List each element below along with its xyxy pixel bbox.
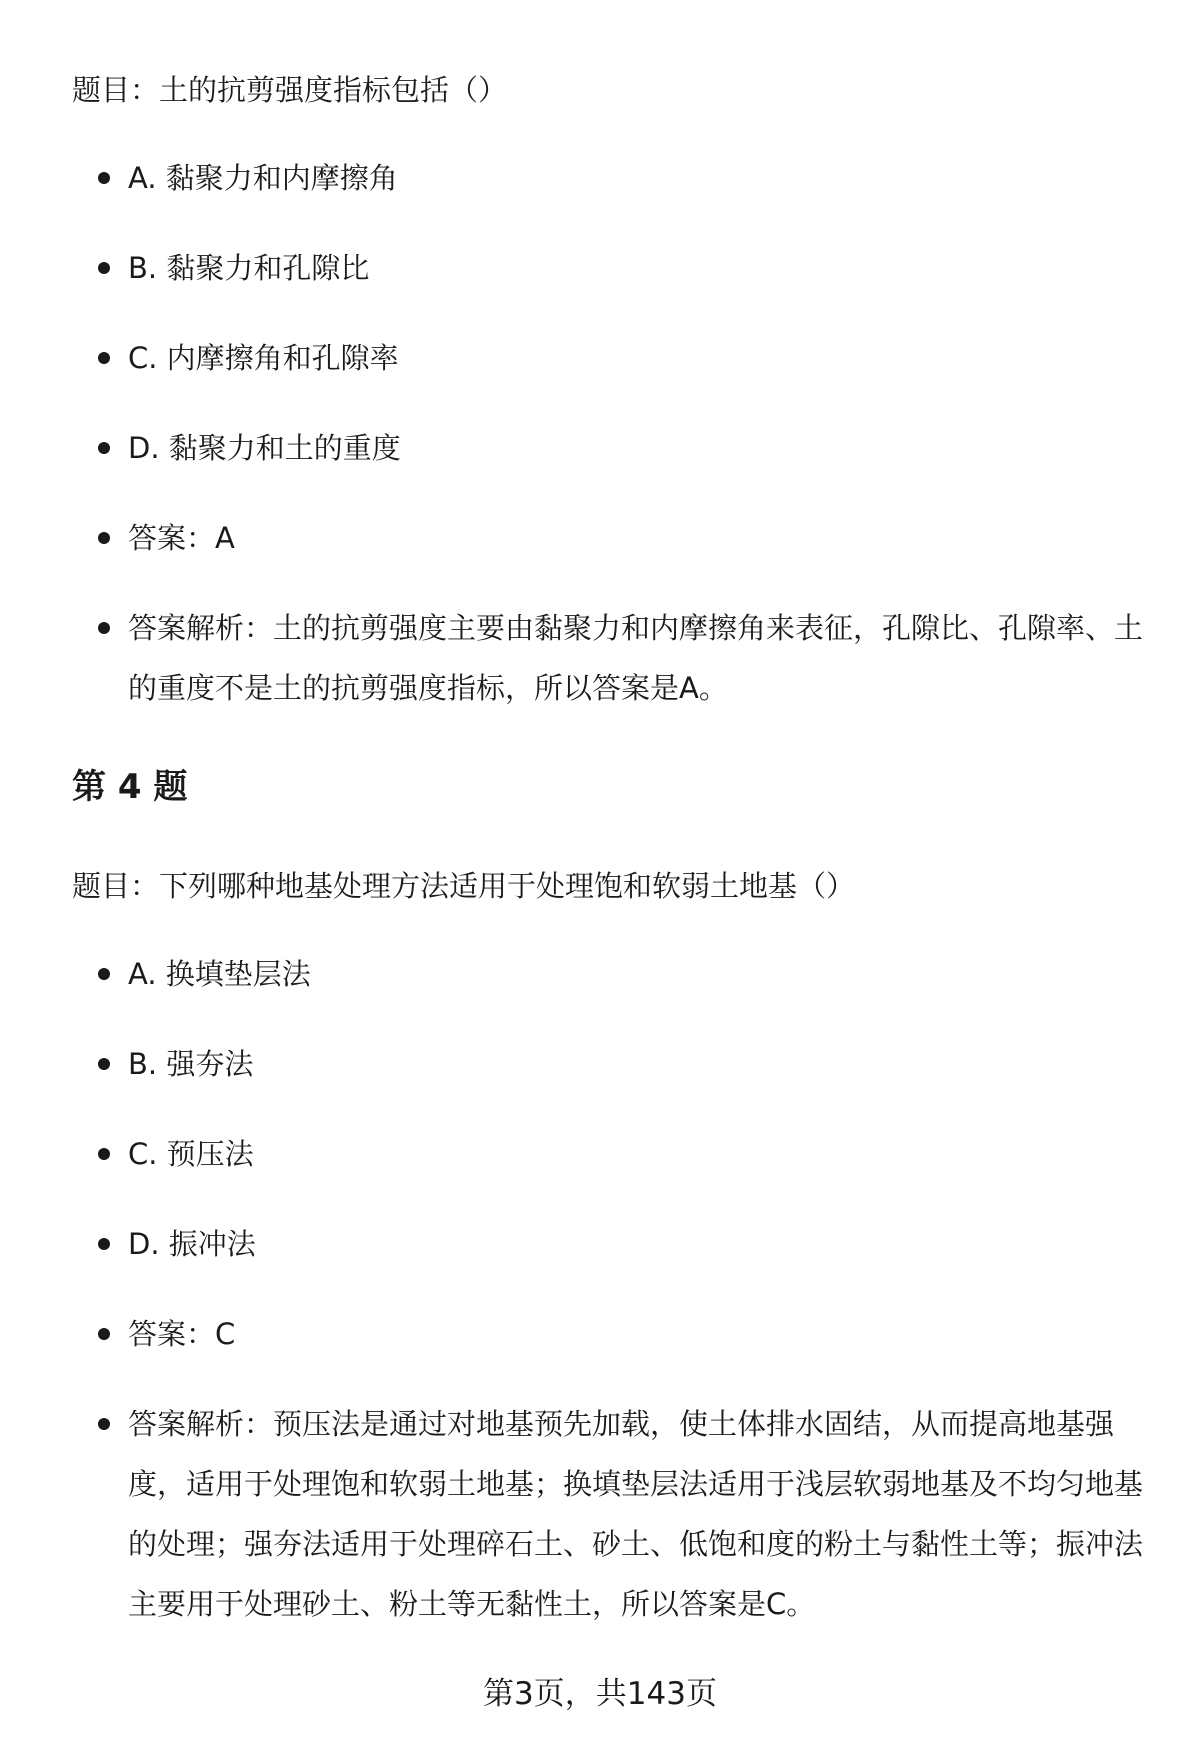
q4-option-c: C. 预压法 xyxy=(128,1124,1148,1184)
q4-explanation: 答案解析：预压法是通过对地基预先加载，使土体排水固结，从而提高地基强度，适用于处理饱和软弱土地基；换填垫层法适用于浅层软弱地基及不均匀地基的处理；强夯法适用于处理碎石土、砂土、低饱和度的粉土与黏性土等；振冲法主要用于处理砂土、粉土等无黏性土，所以答案是C。 xyxy=(128,1394,1148,1634)
q4-option-d: D. 振冲法 xyxy=(128,1214,1148,1274)
q4-option-a: A. 换填垫层法 xyxy=(128,944,1148,1004)
q3-option-d: D. 黏聚力和土的重度 xyxy=(128,418,1148,478)
q4-option-b: B. 强夯法 xyxy=(128,1034,1148,1094)
q4-answer: 答案：C xyxy=(128,1304,1148,1364)
q3-explanation: 答案解析：土的抗剪强度主要由黏聚力和内摩擦角来表征，孔隙比、孔隙率、土的重度不是土的抗剪强度指标，所以答案是A。 xyxy=(128,598,1148,718)
q3-question: 题目：土的抗剪强度指标包括（） xyxy=(72,73,508,107)
q3-option-c: C. 内摩擦角和孔隙率 xyxy=(128,328,1148,388)
q4-heading: 第 4 题 xyxy=(72,767,188,807)
page-number-footer: 第3页，共143页 xyxy=(483,1676,717,1712)
q3-answer: 答案：A xyxy=(128,508,1148,568)
q4-question: 题目：下列哪种地基处理方法适用于处理饱和软弱土地基（） xyxy=(72,869,856,903)
q3-option-a: A. 黏聚力和内摩擦角 xyxy=(128,148,1148,208)
q3-option-b: B. 黏聚力和孔隙比 xyxy=(128,238,1148,298)
